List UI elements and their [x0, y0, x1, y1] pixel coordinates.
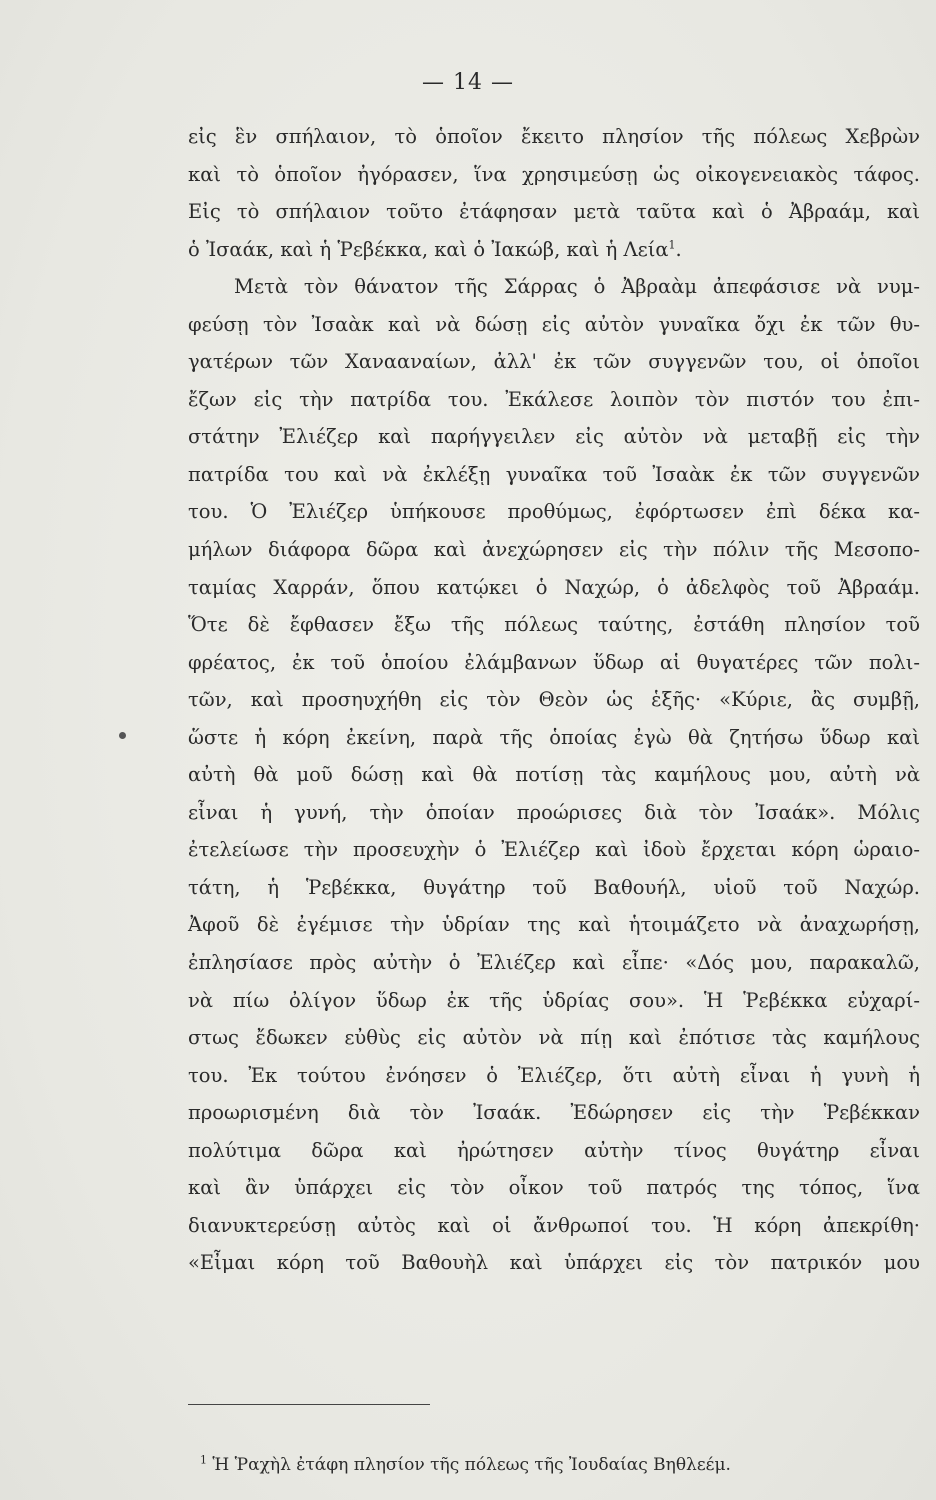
text-line-8: ἔζων εἰς τὴν πατρίδα του. Ἐκάλεσε λοιπὸν τὸν πιστόν του ἐπι- — [188, 387, 920, 411]
text-line-9: στάτην Ἐλιέζερ καὶ παρήγγειλεν εἰς αὐτὸν νὰ μεταβῇ εἰς τὴν — [188, 425, 920, 449]
text-line-18: αὐτὴ θὰ μοῦ δώσῃ καὶ θὰ ποτίσῃ τὰς καμήλους μου, αὐτὴ νὰ — [188, 763, 920, 787]
text-line-4-content: ὁ Ἰσαάκ, καὶ ἡ Ῥεβέκκα, καὶ ὁ Ἰακώβ, καὶ ἡ Λεία — [188, 237, 669, 261]
text-line-21: τάτη, ἡ Ῥεβέκκα, θυγάτηρ τοῦ Βαθουήλ, υἱοῦ τοῦ Ναχώρ. — [188, 875, 920, 899]
text-line-6: φεύσῃ τὸν Ἰσαὰκ καὶ νὰ δώσῃ εἰς αὐτὸν γυναῖκα ὄχι ἐκ τῶν θυ- — [188, 312, 920, 336]
ink-speck — [119, 732, 126, 739]
text-line-26: του. Ἐκ τούτου ἐνόησεν ὁ Ἐλιέζερ, ὅτι αὐτὴ εἶναι ἡ γυνὴ ἡ — [188, 1063, 920, 1087]
text-line-31: «Εἶμαι κόρη τοῦ Βαθουὴλ καὶ ὑπάρχει εἰς τὸν πατρικόν μου — [188, 1251, 920, 1275]
text-line-30: διανυκτερεύσῃ αὐτὸς καὶ οἱ ἄνθρωποί του. Ἡ κόρη ἀπεκρίθη· — [188, 1213, 920, 1237]
text-line-27: προωρισμένη διὰ τὸν Ἰσαάκ. Ἐδώρησεν εἰς τὴν Ῥεβέκκαν — [188, 1101, 920, 1125]
text-line-11: του. Ὁ Ἐλιέζερ ὑπήκουσε προθύμως, ἐφόρτωσεν ἐπὶ δέκα κα- — [188, 500, 920, 524]
text-line-17: ὥστε ἡ κόρη ἐκείνη, παρὰ τῆς ὁποίας ἐγὼ θὰ ζητήσω ὕδωρ καὶ — [188, 725, 920, 749]
text-line-14: Ὅτε δὲ ἔφθασεν ἔξω τῆς πόλεως ταύτης, ἐστάθη πλησίον τοῦ — [188, 613, 920, 637]
text-line-23: ἐπλησίασε πρὸς αὐτὴν ὁ Ἐλιέζερ καὶ εἶπε· «Δός μου, παρακαλῶ, — [188, 951, 920, 975]
text-line-28: πολύτιμα δῶρα καὶ ἠρώτησεν αὐτὴν τίνος θυγάτηρ εἶναι — [188, 1138, 920, 1162]
footnote-marker: 1 — [200, 1453, 207, 1467]
text-line-22: Ἀφοῦ δὲ ἐγέμισε τὴν ὑδρίαν της καὶ ἡτοιμάζετο νὰ ἀναχωρήσῃ, — [188, 913, 920, 937]
text-line-10: πατρίδα του καὶ νὰ ἐκλέξῃ γυναῖκα τοῦ Ἰσαὰκ ἐκ τῶν συγγενῶν — [188, 462, 920, 486]
text-line-15: φρέατος, ἐκ τοῦ ὁποίου ἐλάμβανων ὕδωρ αἱ θυγατέρες τῶν πολι- — [188, 650, 920, 674]
body-text — [188, 118, 920, 1282]
text-line-29: καὶ ἂν ὑπάρχει εἰς τὸν οἶκον τοῦ πατρός της τόπος, ἵνα — [188, 1176, 920, 1200]
text-line-7: γατέρων τῶν Χανααναίων, ἀλλ' ἐκ τῶν συγγενῶν του, οἱ ὁποῖοι — [188, 350, 920, 374]
text-line-13: ταμίας Χαρράν, ὅπου κατῴκει ὁ Ναχώρ, ὁ ἀδελφὸς τοῦ Ἀβραάμ. — [188, 575, 920, 599]
text-line-20: ἐτελείωσε τὴν προσευχὴν ὁ Ἐλιέζερ καὶ ἰδοὺ ἔρχεται κόρη ὡραιο- — [188, 838, 920, 862]
text-line-2: καὶ τὸ ὁποῖον ἠγόρασεν, ἵνα χρησιμεύσῃ ὡς οἰκογενειακὸς τάφος. — [188, 162, 920, 186]
page-number: — 14 — — [422, 70, 514, 95]
text-line-24: νὰ πίω ὀλίγον ὕδωρ ἐκ τῆς ὑδρίας σου». Ἡ Ῥεβέκκα εὐχαρί- — [188, 988, 920, 1012]
footnote — [200, 1453, 920, 1477]
text-line-12: μήλων διάφορα δῶρα καὶ ἀνεχώρησεν εἰς τὴν πόλιν τῆς Μεσοπο- — [188, 538, 920, 562]
text-line-19: εἶναι ἡ γυνή, τὴν ὁποίαν προώρισες διὰ τὸν Ἰσαάκ». Μόλις — [188, 800, 920, 824]
text-line-1: εἰς ἓν σπήλαιον, τὸ ὁποῖον ἔκειτο πλησίον τῆς πόλεως Χεβρὼν — [188, 125, 920, 148]
text-line-5: Μετὰ τὸν θάνατον τῆς Σάρρας ὁ Ἀβραὰμ ἀπεφάσισε νὰ νυμ- — [234, 275, 920, 299]
text-line-3: Εἰς τὸ σπήλαιον τοῦτο ἐτάφησαν μετὰ ταῦτα καὶ ὁ Ἀβραάμ, καὶ — [188, 200, 920, 224]
footnote-divider — [188, 1404, 430, 1405]
text-line-16: τῶν, καὶ προσηυχήθη εἰς τὸν Θεὸν ὡς ἑξῆς· «Κύριε, ἂς συμβῇ, — [188, 688, 920, 712]
footnote-reference: 1 — [668, 238, 676, 252]
text-line-25: στως ἔδωκεν εὐθὺς εἰς αὐτὸν νὰ πίῃ καὶ ἐπότισε τὰς καμήλους — [188, 1026, 920, 1050]
text-line-4: ὁ Ἰσαάκ, καὶ ἡ Ῥεβέκκα, καὶ ὁ Ἰακώβ, καὶ ἡ Λεία$^1$. — [188, 237, 682, 261]
footnote-text: Ἡ Ῥαχὴλ ἐτάφη πλησίον τῆς πόλεως τῆς Ἰουδαίας Βηθλεέμ. — [212, 1455, 731, 1475]
